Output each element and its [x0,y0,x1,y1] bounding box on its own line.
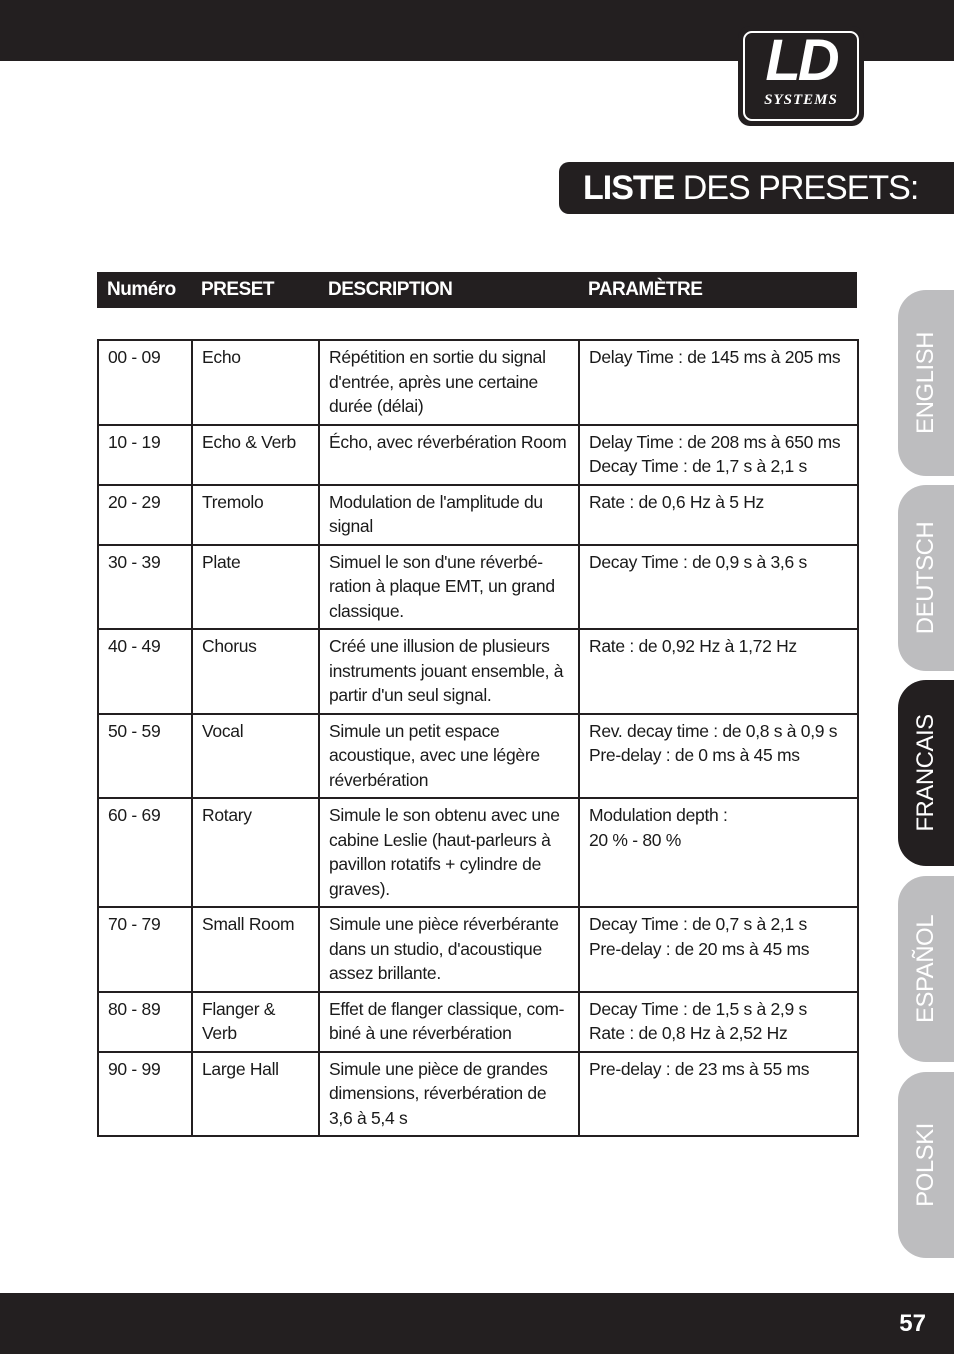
cell-number: 30 - 39 [98,545,192,630]
table-row [98,798,858,907]
tab-english[interactable] [898,290,954,476]
tab-polski[interactable] [898,1072,954,1258]
cell-description [319,545,579,630]
description-line: Simule un petit espace [329,720,500,741]
logo-subtext: SYSTEMS [764,92,838,108]
cell-description [319,485,579,545]
cell-preset [192,798,319,907]
parameter-line: Decay Time : de 1,5 s à 2,9 s [589,998,807,1019]
tab-label: FRANCAIS [912,714,939,832]
description-line: durée (délai) [329,396,424,416]
parameter-line: Rate : de 0,92 Hz à 1,72 Hz [589,636,797,656]
tab-francais[interactable] [898,680,954,866]
table-row [98,340,858,425]
description-line: signal [329,516,373,536]
parameter-line: Pre-delay : de 0 ms à 45 ms [589,745,800,765]
parameter-line: 20 % - 80 % [589,829,682,850]
preset-line: Verb [202,1023,237,1043]
cell-parameter [579,992,858,1052]
cell-description [319,907,579,992]
cell-description [319,340,579,425]
preset-line: Plate [202,551,241,572]
parameter-line: Rate : de 0,8 Hz à 2,52 Hz [589,1023,788,1043]
table-row [98,992,858,1052]
cell-preset [192,425,319,485]
tab-label: ESPAÑOL [912,914,939,1024]
table-row [98,425,858,485]
cell-preset [192,340,319,425]
cell-preset [192,485,319,545]
cell-description [319,425,579,485]
description-line: cabine Leslie (haut-parleurs à [329,829,551,850]
cell-parameter [579,425,858,485]
header-preset: PRESET [201,279,275,300]
tab-label: ENGLISH [912,332,939,434]
parameter-line: Delay Time : de 208 ms à 650 ms [589,431,841,452]
description-line: Écho, avec réverbération Room [329,431,567,452]
description-line: Simuel le son d'une réverbé- [329,551,543,572]
parameter-line: Decay Time : de 0,7 s à 2,1 s [589,914,807,934]
description-line: réverbération [329,769,429,790]
table-header [97,272,857,308]
cell-number: 80 - 89 [98,992,192,1052]
preset-line: Rotary [202,805,252,825]
cell-number: 70 - 79 [98,907,192,992]
cell-number: 20 - 29 [98,485,192,545]
cell-parameter [579,629,858,714]
preset-line: Large Hall [202,1058,279,1079]
cell-preset [192,629,319,714]
page-title [559,162,954,214]
cell-preset [192,992,319,1052]
table-row [98,545,858,630]
bottom-bar [0,1293,954,1354]
cell-parameter [579,485,858,545]
ld-systems-logo [738,26,864,126]
description-line: d'entrée, après une certaine [329,371,538,392]
cell-number: 40 - 49 [98,629,192,714]
description-line: Simule le son obtenu avec une [329,805,560,825]
tab-deutsch[interactable] [898,485,954,671]
cell-preset [192,1052,319,1137]
description-line: dimensions, réverbération de [329,1083,547,1103]
cell-parameter [579,340,858,425]
cell-description [319,992,579,1052]
tab-label: DEUTSCH [912,521,939,635]
cell-parameter [579,907,858,992]
page-title-light: DES PRESETS: [674,169,919,207]
parameter-line: Decay Time : de 1,7 s à 2,1 s [589,456,807,476]
table-row [98,485,858,545]
parameter-line: Pre-delay : de 23 ms à 55 ms [589,1058,810,1079]
cell-preset [192,907,319,992]
cell-number: 50 - 59 [98,714,192,799]
description-line: instruments jouant ensemble, à [329,660,564,681]
parameter-line: Delay Time : de 145 ms à 205 ms [589,347,841,367]
header-description: DESCRIPTION [328,279,453,300]
header-parameter: PARAMÈTRE [588,279,703,300]
preset-line: Echo [202,347,241,367]
description-line: Créé une illusion de plusieurs [329,636,550,656]
description-line: classique. [329,600,404,621]
preset-line: Chorus [202,636,257,656]
description-line: biné à une réverbération [329,1023,512,1043]
cell-number: 60 - 69 [98,798,192,907]
cell-number: 90 - 99 [98,1052,192,1137]
parameter-line: Modulation depth : [589,805,728,825]
description-line: graves). [329,878,390,899]
tab-label: POLSKI [912,1123,939,1207]
preset-line: Echo & Verb [202,431,296,452]
cell-parameter [579,545,858,630]
tab-español[interactable] [898,876,954,1062]
description-line: 3,6 à 5,4 s [329,1107,408,1128]
page-number: 57 [899,1310,926,1337]
table-row [98,629,858,714]
table-row [98,1052,858,1137]
cell-preset [192,545,319,630]
cell-description [319,629,579,714]
description-line: pavillon rotatifs + cylindre de [329,854,541,874]
description-line: partir d'un seul signal. [329,685,492,705]
cell-description [319,714,579,799]
cell-parameter [579,714,858,799]
cell-parameter [579,1052,858,1137]
description-line: Simule une pièce de grandes [329,1058,548,1079]
preset-line: Vocal [202,720,244,741]
cell-number: 10 - 19 [98,425,192,485]
description-line: Effet de flanger classique, com- [329,998,565,1019]
parameter-line: Pre-delay : de 20 ms à 45 ms [589,938,810,959]
description-line: Répétition en sortie du signal [329,347,546,367]
table-row [98,714,858,799]
description-line: dans un studio, d'acoustique [329,938,542,959]
description-line: ration à plaque EMT, un grand [329,576,555,596]
preset-line: Flanger & [202,998,276,1019]
presets-table-body [98,340,858,1136]
cell-parameter [579,798,858,907]
cell-preset [192,714,319,799]
cell-description [319,798,579,907]
preset-line: Small Room [202,914,295,934]
table-row [98,907,858,992]
description-line: Simule une pièce réverbérante [329,914,559,934]
preset-line: Tremolo [202,491,264,512]
header-number: Numéro [107,279,176,300]
parameter-line: Decay Time : de 0,9 s à 3,6 s [589,551,807,572]
presets-table [97,339,859,1137]
logo-letters: LD [765,28,837,93]
cell-number: 00 - 09 [98,340,192,425]
page-title-strong: LISTE [583,169,675,207]
description-line: Modulation de l'amplitude du [329,491,543,512]
description-line: assez brillante. [329,963,441,983]
cell-description [319,1052,579,1137]
parameter-line: Rate : de 0,6 Hz à 5 Hz [589,491,764,512]
parameter-line: Rev. decay time : de 0,8 s à 0,9 s [589,720,838,741]
description-line: acoustique, avec une légère [329,745,540,765]
